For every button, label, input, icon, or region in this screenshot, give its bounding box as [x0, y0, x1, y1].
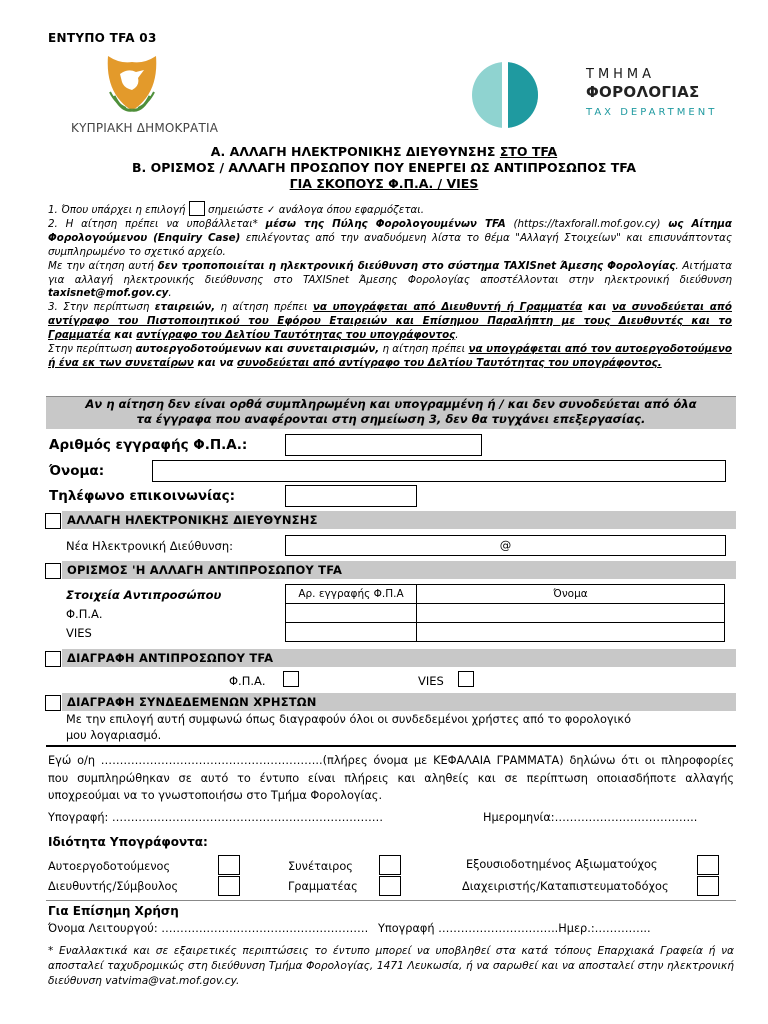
- capacity-director-label: Διευθυντής/Σύμβουλος: [48, 880, 179, 893]
- representative-details-label: Στοιχεία Αντιπροσώπου: [66, 588, 222, 602]
- delete-representative-checkbox[interactable]: [45, 651, 61, 667]
- capacity-trustee-checkbox[interactable]: [697, 876, 719, 896]
- new-email-input[interactable]: @: [285, 535, 726, 556]
- delete-rep-fpa-checkbox[interactable]: [283, 671, 299, 687]
- tax-department-logo-icon: [472, 60, 538, 130]
- capacity-title: Ιδιότητα Υπογράφοντα:: [48, 835, 208, 849]
- delete-rep-vies-checkbox[interactable]: [458, 671, 474, 687]
- note-2: 2. Η αίτηση πρέπει να υποβάλλεται* μέσω της Πύλης Φορολογουμένων TFA (https://taxforall.mof.gov.cy) ως Αίτημα Φορολογούμενου (Enquiry Case) επιλέγοντας από την αναδυόμενη λίστα το θέμα "Αλλαγή Στοιχείων" και επισυνάπτοντας συμπληρωμένο το σχετικό αρχείο.: [48, 217, 732, 258]
- dept-line2: ΦΟΡΟΛΟΓΙΑΣ: [586, 83, 700, 101]
- title-b: Β. ΟΡΙΣΜΟΣ / ΑΛΛΑΓΗ ΠΡΟΣΩΠΟΥ ΠΟΥ ΕΝΕΡΓΕΙ ΩΣ ΑΝΤΙΠΡΟΣΩΠΟΣ TFA: [131, 160, 637, 175]
- capacity-director-checkbox[interactable]: [218, 876, 240, 896]
- divider: [46, 745, 736, 747]
- delete-users-checkbox[interactable]: [45, 695, 61, 711]
- table-header-vat: Αρ. εγγραφής Φ.Π.Α: [286, 585, 417, 604]
- form-code: ΕΝΤΥΠΟ TFA 03: [48, 31, 157, 45]
- form-titles: [0, 144, 768, 192]
- divider: [46, 900, 736, 901]
- table-header-name: Όνομα: [417, 585, 725, 604]
- delete-rep-vies-label: VIES: [418, 674, 444, 688]
- capacity-officer-checkbox[interactable]: [697, 855, 719, 875]
- delete-users-section-title: ΔΙΑΓΡΑΦΗ ΣΥΝΔΕΔΕΜΕΝΩΝ ΧΡΗΣΤΩΝ: [62, 693, 736, 711]
- republic-label: ΚΥΠΡΙΑΚΗ ΔΗΜΟΚΡΑΤΙΑ: [71, 121, 219, 135]
- capacity-officer-label: Εξουσιοδοτημένος Αξιωματούχος: [466, 858, 658, 871]
- vies-rep-vat-cell[interactable]: [286, 623, 417, 642]
- warning-banner: Αν η αίτηση δεν είναι ορθά συμπληρωμένη και υπογραμμένη ή / και δεν συνοδεύεται από όλα τα έγγραφα που αναφέρονται στη σημείωση 3, δεν θα τυγχάνει επεξεργασίας.: [46, 396, 736, 429]
- note-2b: Με την αίτηση αυτή δεν τροποποιείται η ηλεκτρονική διεύθυνση στο σύστημα TAXISnet Άμεσης Φορολογίας. Αιτήματα για αλλαγή ηλεκτρονικής διεύθυνσης στο TAXISnet Άμεσης Φορολογίας αποστέλλονται στην ηλεκτρονική διεύθυνση taxisnet@mof.gov.cy.: [48, 259, 732, 300]
- fpa-rep-vat-cell[interactable]: [286, 604, 417, 623]
- officer-signature-date-line: Υπογραφή …………………………..Ημερ.:…………...: [378, 922, 651, 935]
- change-email-checkbox[interactable]: [45, 513, 61, 529]
- declaration-text: Εγώ ο/η …………………………………………………..(πλήρες όνομα με ΚΕΦΑΛΑΙΑ ΓΡΑΜΜΑΤΑ) δηλώνω ότι οι πληροφορίες που συμπληρώθηκαν σε αυτό το έντυπο είναι πλήρεις και αληθείς και σε περίπτωση οποιασδήποτε αλλαγής υποχρεούμαι να το γνωστοποιήσω στο Τμήμα Φορολογίας.: [48, 754, 734, 803]
- name-input[interactable]: [152, 460, 726, 482]
- representative-checkbox[interactable]: [45, 563, 61, 579]
- vies-rep-name-cell[interactable]: [417, 623, 725, 642]
- capacity-self-employed-label: Αυτοεργοδοτούμενος: [48, 860, 171, 873]
- capacity-secretary-label: Γραμματέας: [288, 880, 358, 893]
- instructions: [48, 201, 732, 371]
- capacity-self-employed-checkbox[interactable]: [218, 855, 240, 875]
- official-use-title: Για Επίσημη Χρήση: [48, 904, 179, 918]
- title-a: Α. ΑΛΛΑΓΗ ΗΛΕΚΤΡΟΝΙΚΗΣ ΔΙΕΥΘΥΝΣΗΣ ΣΤΟ TFA: [210, 144, 558, 159]
- delete-users-text: Με την επιλογή αυτή συμφωνώ όπως διαγραφούν όλοι οι συνδεδεμένοι χρήστες από το φορολογικό μου λογαριασμό.: [66, 713, 631, 742]
- capacity-partner-label: Συνέταιρος: [288, 860, 353, 873]
- title-c: ΓΙΑ ΣΚΟΠΟΥΣ Φ.Π.Α. / VIES: [289, 176, 479, 191]
- fpa-rep-name-cell[interactable]: [417, 604, 725, 623]
- dept-line1: ΤΜΗΜΑ: [586, 67, 656, 82]
- delete-rep-fpa-label: Φ.Π.Α.: [229, 674, 266, 688]
- name-label: Όνομα:: [49, 463, 105, 479]
- representative-vies-label: VIES: [66, 626, 92, 640]
- delete-representative-section-title: ΔΙΑΓΡΑΦΗ ΑΝΤΙΠΡΟΣΩΠΟΥ TFA: [62, 649, 736, 667]
- phone-input[interactable]: [285, 485, 417, 507]
- signature-line[interactable]: Υπογραφή: ………………………………………………………………: [48, 811, 384, 824]
- vat-number-input[interactable]: [285, 434, 482, 456]
- cyprus-emblem-icon: [100, 52, 164, 114]
- footnote: * Εναλλακτικά και σε εξαιρετικές περιπτώσεις το έντυπο μπορεί να υποβληθεί στα κατά τόπους Επαρχιακά Γραφεία ή να αποσταλεί ταχυδρομικώς στη διεύθυνση Τμήμα Φορολογίας, 1471 Λευκωσία, ή να σαρωθεί και να αποσταλεί στην ηλεκτρονική διεύθυνση vatvima@vat.mof.gov.cy.: [48, 945, 734, 987]
- phone-label: Τηλέφωνο επικοινωνίας:: [49, 488, 235, 504]
- representative-section-title: ΟΡΙΣΜΟΣ 'Η ΑΛΛΑΓΗ ΑΝΤΙΠΡΟΣΩΠΟΥ TFA: [62, 561, 736, 579]
- table-row: [286, 604, 725, 623]
- dept-line3: TAX DEPARTMENT: [586, 107, 718, 118]
- table-row: [286, 585, 725, 604]
- note-3: 3. Στην περίπτωση εταιρειών, η αίτηση πρέπει να υπογράφεται από Διευθυντή ή Γραμματέα και να συνοδεύεται από αντίγραφο του Πιστοποιητικού του Εφόρου Εταιρειών και Επίσημου Παραλήπτη με τους Διευθυντές και το Γραμματέα και αντίγραφο του Δελτίου Ταυτότητας του υπογράφοντος.: [48, 301, 732, 342]
- capacity-secretary-checkbox[interactable]: [379, 876, 401, 896]
- date-line[interactable]: Ημερομηνία:………………………………..: [483, 811, 698, 824]
- capacity-partner-checkbox[interactable]: [379, 855, 401, 875]
- note-3b: Στην περίπτωση αυτοεργοδοτούμενων και συνεταιρισμών, η αίτηση πρέπει να υπογράφεται από τον αυτοεργοδοτούμενο ή ένα εκ των συνεταίρων και να συνοδεύεται από αντίγραφο του Δελτίου Ταυτότητας του υπογράφοντος.: [48, 343, 733, 369]
- note-1: 1. Όπου υπάρχει η επιλογή σημειώστε ✓ ανάλογα όπου εφαρμόζεται.: [48, 201, 732, 218]
- representative-table: [285, 584, 725, 642]
- capacity-trustee-label: Διαχειριστής/Καταπιστευματοδόχος: [462, 880, 669, 893]
- representative-fpa-label: Φ.Π.Α.: [66, 607, 103, 621]
- table-row: [286, 623, 725, 642]
- vat-number-label: Αριθμός εγγραφής Φ.Π.Α.:: [49, 437, 248, 453]
- change-email-section-title: ΑΛΛΑΓΗ ΗΛΕΚΤΡΟΝΙΚΗΣ ΔΙΕΥΘΥΝΣΗΣ: [62, 511, 736, 529]
- new-email-label: Νέα Ηλεκτρονική Διεύθυνση:: [66, 539, 233, 553]
- example-checkbox-icon: [189, 201, 205, 216]
- officer-name-line: Όνομα Λειτουργού: ……………………………………………….: [48, 922, 369, 935]
